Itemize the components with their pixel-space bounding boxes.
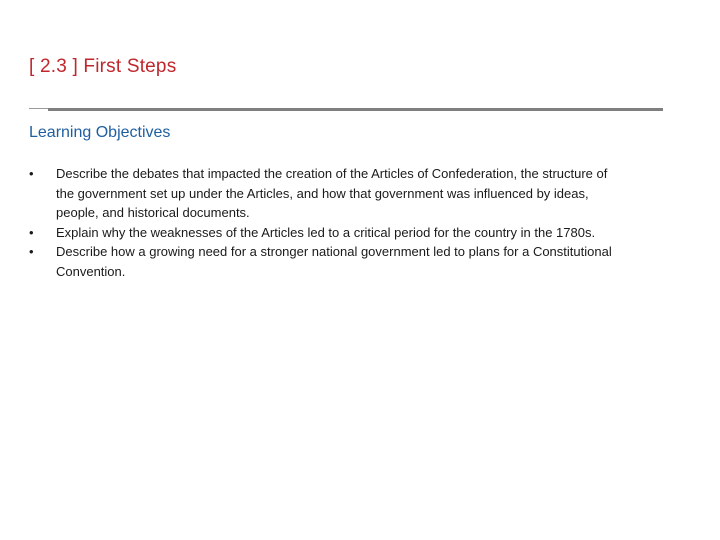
objective-text: Describe how a growing need for a stronger national government led to plans for a Constitutional Convention.: [56, 244, 612, 279]
list-item: [29, 242, 629, 281]
bullet-icon: •: [29, 166, 34, 181]
section-heading: Learning Objectives: [29, 124, 171, 141]
list-item: [29, 164, 629, 223]
bullet-icon: •: [29, 224, 34, 240]
objective-text: Explain why the weaknesses of the Articles led to a critical period for the country in the 1780s.: [56, 224, 596, 240]
objective-text: Describe the debates that impacted the creation of the Articles of Confederation, the structure of the government set up under the Articles, and how that government was influenced by ideas, people, and historical documents.: [56, 166, 608, 220]
objectives-list: [29, 164, 629, 281]
slide-title: [ 2.3 ] First Steps: [29, 56, 177, 77]
bullet-icon: •: [29, 244, 34, 259]
title-divider: [48, 108, 663, 111]
list-item: [29, 223, 629, 243]
